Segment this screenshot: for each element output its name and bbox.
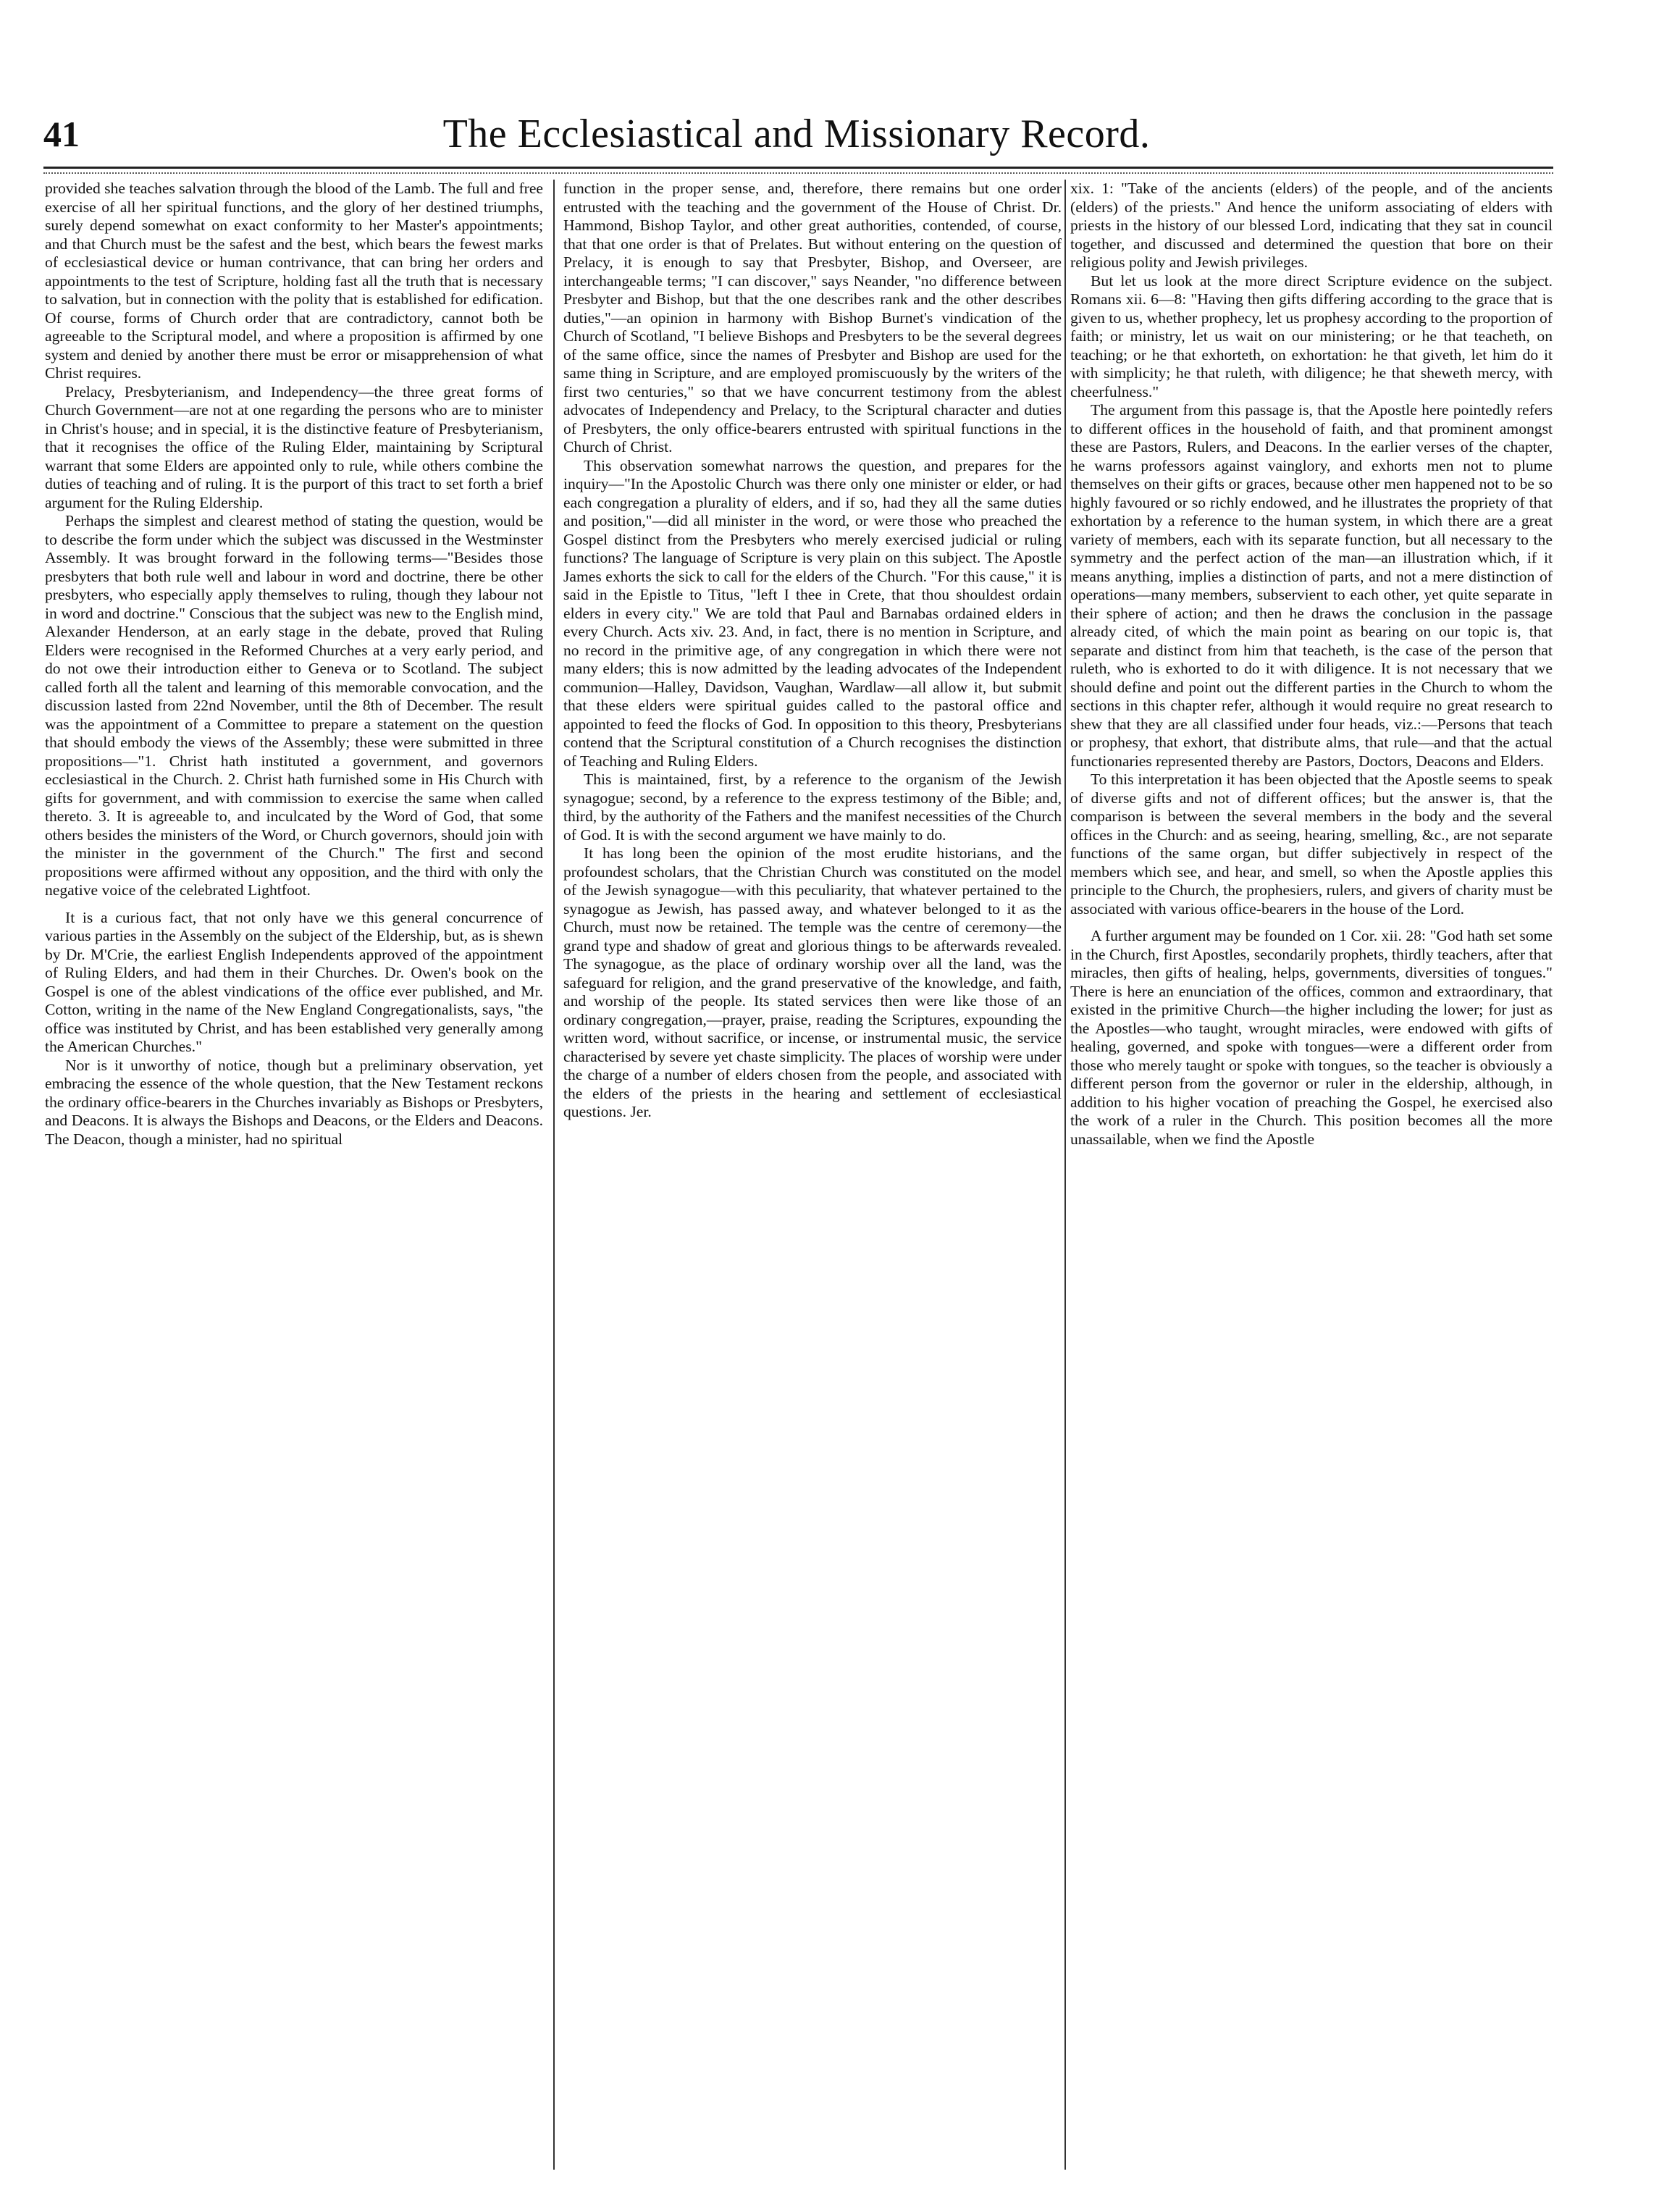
header-rule bbox=[43, 167, 1553, 169]
page-number: 41 bbox=[43, 114, 80, 154]
paragraph: provided she teaches salvation through the blood of the Lamb. The full and free exercise of all her spiritual functions, and the glory of her destined triumphs, surely depend somewhat on exact conformity to her Master's appointments; and that Church must be the safest and the best, which bears the fewest marks of ecclesiastical device or human contrivance, that can bring her orders and appointments to the test of Scripture, holding fast all the truth that is necessary to salvation, but in connection with the polity that is established for edification. Of course, forms of Church order that are contradictory, cannot both be agreeable to the Scriptural model, and where a proposition is affirmed by one system and denied by another there must be error or misapprehension of what Christ requires. bbox=[45, 180, 543, 382]
paragraph: Perhaps the simplest and clearest method of stating the question, would be to describe the form under which the subject was discussed in the Westminster Assembly. It was brought forward in the following terms—"Besides those presbyters that both rule well and labour in word and doctrine, there be other presbyters, who especially apply themselves to ruling, though they labour not in word and doctrine." Conscious that the subject was new to the English mind, Alexander Henderson, at an early stage in the debate, proved that Ruling Elders were recognised in the Reformed Churches at a very early period, and do not owe their introduction either to Geneva or to Scotland. The subject called forth all the talent and learning of this memorable convocation, and the discussion lasted from 22nd November, until the 8th of December. The result was the appointment of a Committee to prepare a statement on the question that should embody the views of the Assembly; these were submitted in three propositions—"1. Christ hath instituted a government, and governors ecclesiastical in the Church. 2. Christ hath furnished some in His Church with gifts for government, and with commission to exercise the same when called thereto. 3. It is agreeable to, and inculcated by the Word of God, that some others besides the ministers of the Word, or Church governors, should join with the minister in the government of the Church." The first and second propositions were affirmed without any opposition, and the third with only the negative voice of the celebrated Lightfoot. bbox=[45, 512, 543, 899]
paragraph: Prelacy, Presbyterianism, and Independency—the three great forms of Church Government—are not at one regarding the persons who are to minister in Christ's house; and in special, it is the distinctive feature of Presbyterianism, that it recognises the office of the Ruling Elder, maintaining by Scriptural warrant that some Elders are appointed only to rule, while others combine the duties of teaching and of ruling. It is the purport of this tract to set forth a brief argument for the Ruling Eldership. bbox=[45, 382, 543, 511]
column-3 bbox=[1070, 180, 1553, 2170]
paragraph: It has long been the opinion of the most erudite historians, and the profoundest scholars, that the Christian Church was constituted on the model of the Jewish synagogue—with this peculiarity, that whatever pertained to the synagogue as Jewish, has passed away, and whatever belonged to it as the Church, must now be retained. The temple was the centre of ceremony—the grand type and shadow of great and glorious things to be afterwards revealed. The synagogue, as the place of ordinary worship over all the land, was the safeguard for religion, and the grand preservative of the knowledge, and faith, and worship of the people. Its stated services then were like those of an ordinary congregation,—prayer, praise, reading the Scriptures, expounding the written word, without sacrifice, or incense, or instrumental music, the service characterised by severe yet chaste simplicity. The places of worship were under the charge of a number of elders chosen from the people, and associated with the elders of the priests in the hearing and settlement of ecclesiastical questions. Jer. bbox=[563, 844, 1062, 1120]
paragraph: To this interpretation it has been objected that the Apostle seems to speak of diverse gifts and not of different offices; but the answer is, that the comparison is between the several members in the body and the several offices in the Church: and as seeing, hearing, smelling, &c., are not separate functions of the same organ, but differ subjectively in respect of the members which see, and hear, and smell, so when the Apostle applies this principle to the Church, the prophesiers, rulers, and givers of charity must be associated with various office-bearers in the house of the Lord. bbox=[1070, 771, 1553, 918]
paragraph: A further argument may be founded on 1 Cor. xii. 28: "God hath set some in the Church, first Apostles, secondarily prophets, thirdly teachers, after that miracles, then gifts of healing, helps, governments, diversities of tongues." There is here an enunciation of the offices, common and extraordinary, that existed in the primitive Church—the higher including the lower; for just as the Apostles—who taught, wrought miracles, were endowed with gifts of healing, governed, and spoke with tongues—were a different order from those who merely taught or spoke with tongues, so the teacher is obviously a different person from the governor or ruler in the eldership, although, in addition to his higher vocation of preaching the Gospel, he exercised also the work of a ruler in the Church. This position becomes all the more unassailable, when we find the Apostle bbox=[1070, 927, 1553, 1148]
paragraph: This is maintained, first, by a reference to the organism of the Jewish synagogue; second, by a reference to the express testimony of the Bible; and, third, by the authority of the Fathers and the manifest necessities of the Church of God. It is with the second argument we have mainly to do. bbox=[563, 771, 1062, 844]
column-divider bbox=[1064, 180, 1066, 2170]
page-header bbox=[43, 109, 1550, 159]
paragraph: Nor is it unworthy of notice, though but a preliminary observation, yet embracing the essence of the whole question, that the New Testament reckons the ordinary office-bearers in the Churches invariably as Bishops or Presbyters, and Deacons. It is always the Bishops and Deacons, or the Elders and Deacons. The Deacon, though a minister, had no spiritual bbox=[45, 1056, 543, 1148]
column-1 bbox=[45, 180, 543, 2170]
paragraph: function in the proper sense, and, therefore, there remains but one order entrusted with the teaching and the government of the House of Christ. Dr. Hammond, Bishop Taylor, and other great authorities, contended, of course, that that one order is that of Prelates. But without entering on the question of Prelacy, it is enough to say that Presbyter, Bishop, and Overseer, are interchangeable terms; "I can discover," says Neander, "no difference between Presbyter and Bishop, but that the one describes rank and the other describes duties,"—an opinion in harmony with Bishop Burnet's vindication of the Church of Scotland, "I believe Bishops and Presbyters to be the several degrees of the same office, since the names of Presbyter and Bishop are used for the same thing in Scripture, and are employed promiscuously by the writers of the first two centuries," so that we have concurrent testimony from the ablest advocates of Independency and Prelacy, to the Scriptural character and duties of Presbyters, the only office-bearers entrusted with spiritual functions in the Church of Christ. bbox=[563, 180, 1062, 456]
paragraph: But let us look at the more direct Scripture evidence on the subject. Romans xii. 6—8: "Having then gifts differing according to the grace that is given to us, whether prophecy, let us prophesy according to the proportion of faith; or ministry, let us wait on our ministering; or he that teacheth, on teaching; or he that exhorteth, on exhortation: he that giveth, let him do it with simplicity; he that ruleth, with diligence; he that sheweth mercy, with cheerfulness." bbox=[1070, 272, 1553, 400]
column-divider bbox=[553, 180, 555, 2170]
running-title: The Ecclesiastical and Missionary Record. bbox=[442, 112, 1151, 156]
column-2 bbox=[563, 180, 1062, 2170]
paragraph: xix. 1: "Take of the ancients (elders) of the people, and of the ancients (elders) of the priests." And hence the uniform associating of elders with priests in the history of our blessed Lord, indicating that they sat in council together, and discussed and determined the question that bore on their religious polity and Jewish privileges. bbox=[1070, 180, 1553, 271]
paragraph: It is a curious fact, that not only have we this general concurrence of various parties in the Assembly on the subject of the Eldership, but, as is shewn by Dr. M'Crie, the earliest English Independents approved of the appointment of Ruling Elders, and had them in their Churches. Dr. Owen's book on the Gospel is one of the ablest vindications of the office ever published, and Mr. Cotton, writing in the name of the New England Congregationalists, says, "the office was instituted by Christ, and has been established very generally among the American Churches." bbox=[45, 908, 543, 1055]
paragraph: The argument from this passage is, that the Apostle here pointedly refers to different offices in the household of faith, and that prominent amongst these are Pastors, Rulers, and Deacons. In the earlier verses of the chapter, he warns professors against vainglory, and exhorts men not to plume themselves on their gifts or graces, because other men happened not to be so highly favoured or so richly endowed, and he illustrates the propriety of that exhortation by a reference to the human system, in which there are a great variety of members, each with its separate function, but all necessary to the symmetry and the perfect action of the man—an illustration which, if it means anything, implies a distinction of parts, and not a mere distinction of operations—many members, subservient to each other, yet quite separate in their sphere of action; and then he draws the conclusion in the passage already cited, of which the main point as bearing on our topic is, that separate and distinct from him that teacheth, is the case of the person that ruleth, who is exhorted to do it with diligence. It is not necessary that we should define and point out the different parties in the Church to whom the sections in this chapter refer, although it would require no great research to shew that they are all classified under four heads, viz.:—Persons that teach or prophesy, that exhort, that distribute alms, that rule—and that the actual functionaries represented thereby are Pastors, Doctors, Deacons and Elders. bbox=[1070, 401, 1553, 770]
header-dotted-rule bbox=[43, 172, 1553, 174]
paragraph: This observation somewhat narrows the question, and prepares for the inquiry—"In the Apostolic Church was there only one minister or elder, or had each congregation a plurality of elders, and if so, had they all the same duties and position,"—did all minister in the word, or were those who preached the Gospel distinct from the Presbyters who merely exercised judicial or ruling functions? The language of Scripture is very plain on this subject. The Apostle James exhorts the sick to call for the elders of the Church. "For this cause," it is said in the Epistle to Titus, "left I thee in Crete, that thou shouldest ordain elders in every city." We are told that Paul and Barnabas ordained elders in every Church. Acts xiv. 23. And, in fact, there is no mention in Scripture, and no record in the primitive age, of any congregation in which there were not many elders; this is now admitted by the leading advocates of the Independent communion—Halley, Davidson, Vaughan, Wardlaw—all allow it, but submit that these elders were spiritual guides called to the pastoral office and appointed to feed the flocks of God. In opposition to this theory, Presbyterians contend that the Scriptural constitution of a Church recognises the distinction of Teaching and Ruling Elders. bbox=[563, 456, 1062, 770]
